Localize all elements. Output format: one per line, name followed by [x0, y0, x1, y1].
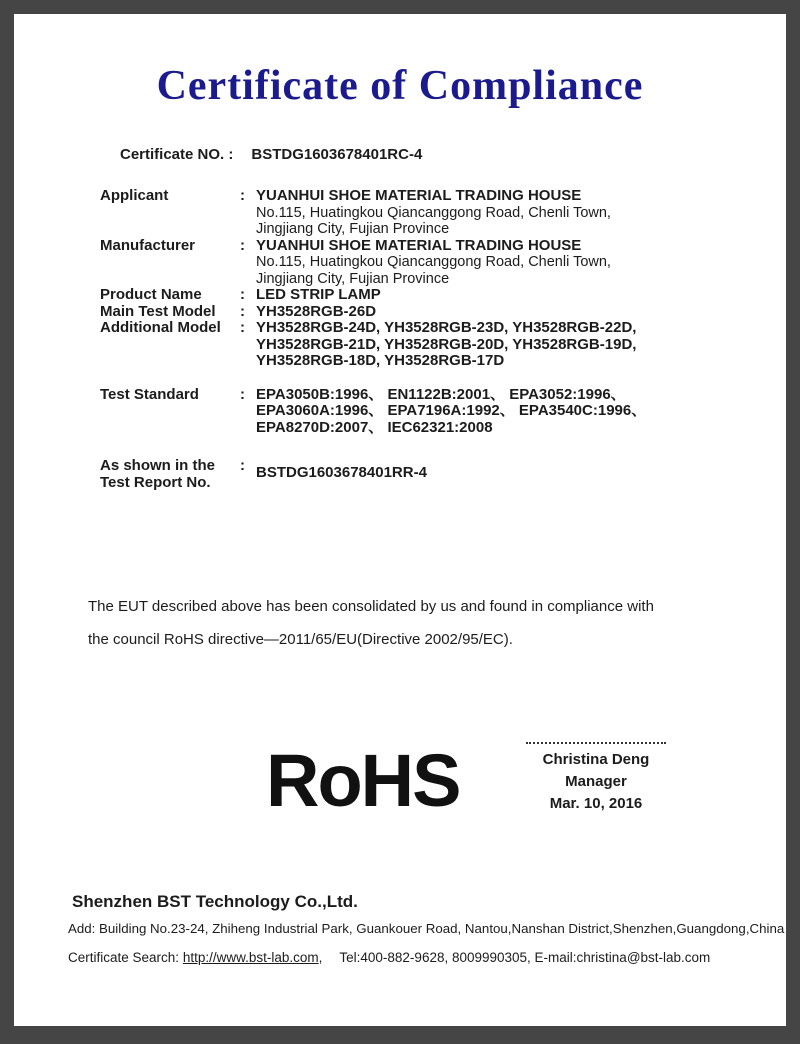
- colon: :: [240, 286, 245, 303]
- additional-model-label: Additional Model: [100, 319, 221, 336]
- field-row-product-name: [100, 287, 750, 304]
- signatory-name: Christina Deng: [542, 751, 650, 768]
- colon: :: [240, 385, 245, 403]
- field-row-main-test-model: [100, 304, 750, 321]
- additional-model-line: YH3528RGB-21D, YH3528RGB-20D, YH3528RGB-19D,: [256, 335, 637, 353]
- manufacturer-name: YUANHUI SHOE MATERIAL TRADING HOUSE: [256, 236, 582, 254]
- signatory-role: Manager: [565, 773, 627, 790]
- test-standard-line: EPA3050B:1996、 EN1122B:2001、 EPA3052:1996、: [256, 385, 626, 403]
- test-standard-line: EPA3060A:1996、 EPA7196A:1992、 EPA3540C:1996、: [256, 402, 647, 419]
- field-row-applicant: [100, 188, 750, 238]
- certificate-number-row: [120, 146, 422, 163]
- certificate-number-label: Certificate NO. :: [120, 146, 234, 163]
- applicant-label: Applicant: [100, 187, 169, 204]
- test-standard-line: EPA8270D:2007、 IEC62321:2008: [256, 418, 493, 436]
- signature-date: Mar. 10, 2016: [549, 795, 643, 812]
- certificate-number-value: BSTDG1603678401RC-4: [251, 146, 423, 163]
- colon: :: [240, 302, 245, 320]
- colon: :: [240, 319, 245, 336]
- main-test-model-label: Main Test Model: [100, 302, 216, 320]
- test-standard-label: Test Standard: [100, 385, 199, 403]
- manufacturer-address-line: No.115, Huatingkou Qiancanggong Road, Chenli Town,: [256, 254, 611, 270]
- colon: :: [240, 457, 245, 474]
- field-row-test-standard: [100, 387, 750, 437]
- footer: [14, 892, 786, 966]
- certificate-search-label: Certificate Search:: [68, 950, 180, 965]
- additional-model-line: YH3528RGB-18D, YH3528RGB-17D: [256, 352, 505, 369]
- applicant-name: YUANHUI SHOE MATERIAL TRADING HOUSE: [256, 187, 582, 204]
- footer-company-name: Shenzhen BST Technology Co.,Ltd.: [72, 892, 358, 911]
- footer-contact-line: [14, 946, 786, 966]
- additional-model-line: YH3528RGB-24D, YH3528RGB-23D, YH3528RGB-22D,: [256, 319, 637, 336]
- certificate-fields: [100, 188, 750, 491]
- signature-dotted-line: [526, 742, 666, 744]
- statement-line: The EUT described above has been consolidated by us and found in compliance with: [88, 598, 654, 615]
- test-report-label-line: As shown in the: [100, 457, 216, 474]
- main-test-model-value: YH3528RGB-26D: [256, 302, 377, 320]
- compliance-statement: [88, 590, 746, 656]
- field-row-additional-model: [100, 320, 750, 370]
- certificate-search-link[interactable]: http://www.bst-lab.com: [182, 950, 319, 965]
- page-title: Certificate of Compliance: [156, 63, 644, 109]
- applicant-address-line: Jingjiang City, Fujian Province: [256, 221, 450, 237]
- signature-block: [512, 742, 680, 818]
- product-name-value: LED STRIP LAMP: [256, 286, 381, 303]
- rohs-logo: RoHS: [266, 739, 460, 822]
- applicant-address-line: No.115, Huatingkou Qiancanggong Road, Chenli Town,: [256, 204, 611, 221]
- product-name-label: Product Name: [100, 286, 202, 303]
- test-report-number: BSTDG1603678401RR-4: [256, 464, 427, 481]
- field-row-manufacturer: [100, 238, 750, 288]
- statement-line: the council RoHS directive—2011/65/EU(Directive 2002/95/EC).: [88, 631, 513, 648]
- colon: :: [240, 236, 245, 254]
- manufacturer-label: Manufacturer: [100, 236, 196, 254]
- field-row-test-report: [100, 458, 750, 491]
- footer-contact-details: , Tel:400-882-9628, 8009990305, E-mail:christina@bst-lab.com: [318, 950, 711, 965]
- manufacturer-address-line: Jingjiang City, Fujian Province: [256, 270, 450, 287]
- certificate-page: [14, 14, 786, 1026]
- footer-address: Add: Building No.23-24, Zhiheng Industrial Park, Guankouer Road, Nantou,Nanshan District,Shenzhen,Guangdong,China: [68, 921, 785, 936]
- colon: :: [240, 187, 245, 204]
- test-report-label-line: Test Report No.: [100, 473, 211, 491]
